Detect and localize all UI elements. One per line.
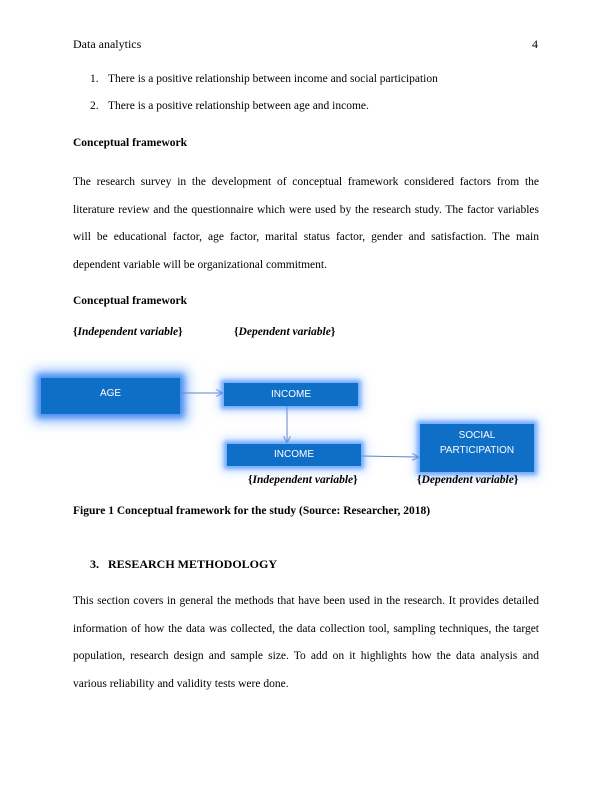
figure-caption: Figure 1 Conceptual framework for the study (Source: Researcher, 2018) xyxy=(73,505,431,517)
income-box-bottom: INCOME xyxy=(227,444,361,466)
list-text: There is a positive relationship between age and income. xyxy=(108,100,369,112)
list-text: There is a positive relationship between income and social participation xyxy=(108,73,438,85)
independent-variable-label-bottom: {Independent variable} xyxy=(248,474,358,486)
section-heading-research-methodology xyxy=(90,557,277,572)
list-number: 1. xyxy=(90,73,99,85)
running-header: Data analytics xyxy=(73,37,142,51)
age-box: AGE xyxy=(41,378,180,414)
body-paragraph-methodology: This section covers in general the methods that have been used in the research. It provides detailed information of how the data was collected, the data collection tool, sampling techniques, the target population, research design and sample size. To add on it highlights how the data analysis and various reliability and validity tests were done. xyxy=(73,595,539,690)
income-box-top: INCOME xyxy=(224,383,358,406)
dependent-variable-label: {Dependent variable} xyxy=(234,326,336,338)
social-participation-box: SOCIAL PARTICIPATION xyxy=(420,424,534,472)
section-title: RESEARCH METHODOLOGY xyxy=(108,557,278,571)
independent-variable-label: {Independent variable} xyxy=(73,326,183,338)
arrow-income-to-social xyxy=(361,456,418,457)
section-heading-conceptual-framework-2: Conceptual framework xyxy=(73,295,188,307)
page-number: 4 xyxy=(532,37,538,51)
section-number: 3. xyxy=(90,557,99,571)
body-paragraph-conceptual: The research survey in the development of conceptual framework considered factors from the literature review and the questionnaire which were used by the research study. The factor variables will be educational factor, age factor, marital status factor, gender and satisfaction. The main dependent variable will be organizational commitment. xyxy=(73,176,539,271)
section-heading-conceptual-framework: Conceptual framework xyxy=(73,137,188,149)
list-number: 2. xyxy=(90,100,99,112)
dependent-variable-label-bottom: {Dependent variable} xyxy=(417,474,519,486)
